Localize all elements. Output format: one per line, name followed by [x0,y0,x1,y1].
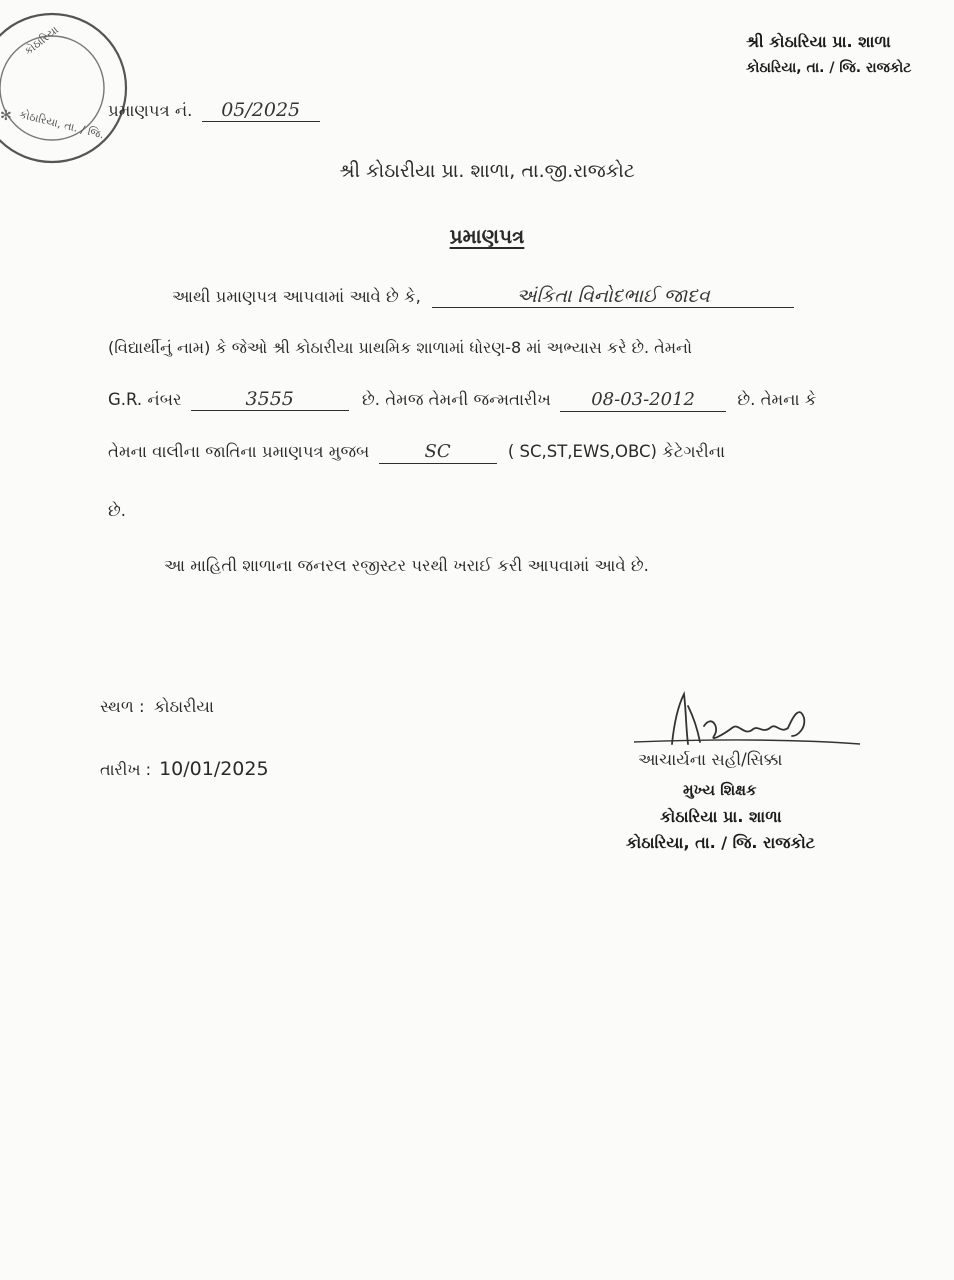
top-stamp-address: કોઠારિયા, તા. / જિ. રાજકોટ [746,60,912,76]
top-stamp-school: શ્રી કોઠારિયા પ્રા. શાળા [746,32,891,51]
body-line-2: (વિદ્યાર્થીનું નામ) કે જેઓ શ્રી કોઠારીયા પ્રાથમિક શાળામાં ધોરણ-8 માં અભ્યાસ કરે છે. તેમનો [108,338,692,357]
date-label: તારીખ : [100,760,152,779]
date-of-birth-value: 08-03-2012 [560,389,726,412]
headmaster-stamp-school: કોઠારિયા પ્રા. શાળા [660,807,782,826]
body-line-1 [172,285,794,308]
student-name-value: અંકિતા વિનોદભાઈ જાદવ [432,285,794,308]
closing-line: આ માહિતી શાળાના જનરલ રજીસ્ટર પરથી ખરાઈ કરી આપવામાં આવે છે. [164,556,649,575]
date-value: 10/01/2025 [159,758,269,780]
gr-number-value: 3555 [191,388,349,411]
certificate-number-row [108,99,320,122]
document-title: પ્રમાણપત્ર [449,224,525,248]
headmaster-stamp-title: મુખ્ય શિક્ષક [683,781,757,799]
body-line-4 [108,441,725,464]
round-seal [0,8,142,168]
place-row [100,696,214,718]
caste-line-suffix: ( SC,ST,EWS,OBC) કેટેગરીના [507,442,726,461]
category-value: SC [379,441,497,464]
school-heading: શ્રી કોઠારીયા પ્રા. શાળા, તા.જી.રાજકોટ [339,160,635,182]
place-label: સ્થળ : [100,697,145,716]
seal-text-top: કોઠારિયા [21,23,62,58]
intro-text: આથી પ્રમાણપત્ર આપવામાં આવે છે કે, [172,287,421,306]
headmaster-stamp-address: કોઠારિયા, તા. / જિ. રાજકોટ [626,833,816,852]
caste-line-prefix: તેમના વાલીના જાતિના પ્રમાણપત્ર મુજબ [108,442,370,461]
dob-label: છે. તેમજ તેમની જન્મતારીખ [361,390,551,409]
certificate-number-value: 05/2025 [202,99,320,122]
date-row [100,758,269,781]
place-value: કોઠારીયા [153,697,214,716]
body-line-5: છે. [108,501,126,520]
dob-suffix: છે. તેમના કે [737,390,817,409]
signature-caption: આચાર્યના સહી/સિક્કા [638,750,783,769]
svg-text:✻: ✻ [0,108,12,124]
gr-number-label: G.R. નંબર [108,390,182,409]
body-line-3 [108,388,816,412]
certificate-number-label: પ્રમાણપત્ર નં. [108,101,193,120]
seal-text-bottom: કોઠારિયા, તા. / જિ. [17,107,106,142]
